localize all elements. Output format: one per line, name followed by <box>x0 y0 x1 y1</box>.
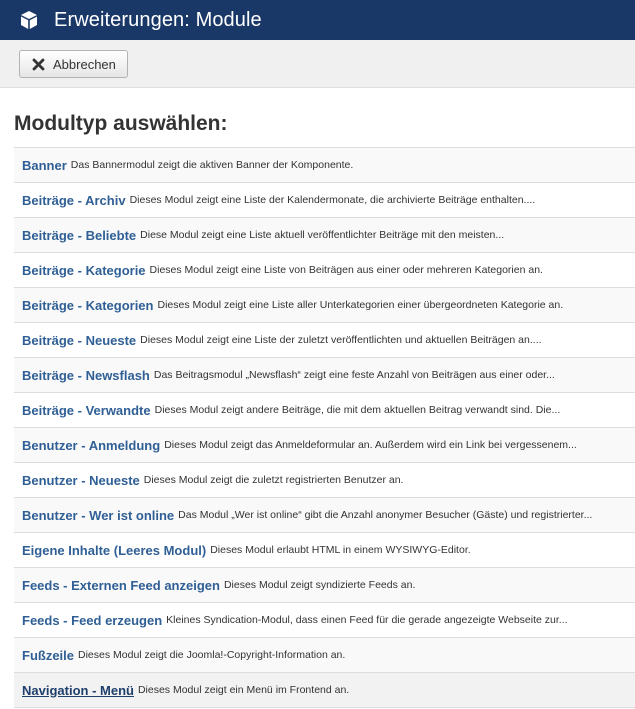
list-item <box>14 498 635 533</box>
page-header <box>0 0 635 40</box>
cancel-button-label: Abbrechen <box>53 56 116 72</box>
cancel-button[interactable] <box>19 50 128 78</box>
cube-icon <box>18 9 40 31</box>
module-link[interactable]: Banner <box>22 157 67 173</box>
module-description: Dieses Modul zeigt syndizierte Feeds an. <box>223 579 416 591</box>
module-link[interactable]: Benutzer - Neueste <box>22 472 140 488</box>
module-description: Das Bannermodul zeigt die aktiven Banner der Komponente. <box>70 159 354 171</box>
module-description: Das Beitragsmodul „Newsflash“ zeigt eine feste Anzahl von Beiträgen aus einer oder... <box>153 369 555 381</box>
list-item <box>14 568 635 603</box>
list-item <box>14 323 635 358</box>
close-icon <box>32 57 46 71</box>
module-link[interactable]: Beiträge - Newsflash <box>22 367 150 383</box>
page-title: Erweiterungen: Module <box>54 8 262 31</box>
module-link[interactable]: Feeds - Feed erzeugen <box>22 612 163 628</box>
list-item <box>14 603 635 638</box>
list-item <box>14 463 635 498</box>
toolbar <box>0 40 635 88</box>
module-link[interactable]: Beiträge - Verwandte <box>22 402 151 418</box>
module-description: Das Modul „Wer ist online“ gibt die Anzahl anonymer Besucher (Gäste) und registrierter... <box>178 509 593 521</box>
list-item <box>14 533 635 568</box>
module-link[interactable]: Beiträge - Kategorie <box>22 262 146 278</box>
module-list <box>14 147 635 708</box>
module-link[interactable]: Feeds - Externen Feed anzeigen <box>22 577 220 593</box>
list-item <box>14 358 635 393</box>
module-link[interactable]: Fußzeile <box>22 647 75 663</box>
module-description: Dieses Modul erlaubt HTML in einem WYSIWYG-Editor. <box>210 544 471 556</box>
list-item <box>14 288 635 323</box>
list-item <box>14 253 635 288</box>
module-description: Dieses Modul zeigt das Anmeldeformular an. Außerdem wird ein Link bei vergessenem... <box>164 439 577 451</box>
list-item <box>14 638 635 673</box>
list-item <box>14 183 635 218</box>
module-link[interactable]: Beiträge - Beliebte <box>22 227 137 243</box>
module-link[interactable]: Navigation - Menü <box>22 682 134 698</box>
section-heading: Modultyp auswählen: <box>14 112 228 135</box>
module-link[interactable]: Beiträge - Neueste <box>22 332 137 348</box>
list-item <box>14 428 635 463</box>
list-item <box>14 393 635 428</box>
module-description: Dieses Modul zeigt eine Liste der zuletzt veröffentlichten und aktuellen Beiträgen an.... <box>140 334 542 346</box>
module-description: Dieses Modul zeigt die zuletzt registrierten Benutzer an. <box>143 474 404 486</box>
module-link[interactable]: Eigene Inhalte (Leeres Modul) <box>22 542 207 558</box>
list-item <box>14 148 635 183</box>
module-description: Dieses Modul zeigt eine Liste der Kalendermonate, die archivierte Beiträge enthalten.... <box>129 194 536 206</box>
module-description: Diese Modul zeigt eine Liste aktuell veröffentlichter Beiträge mit den meisten... <box>140 229 505 241</box>
module-link[interactable]: Beiträge - Kategorien <box>22 297 154 313</box>
module-description: Dieses Modul zeigt die Joomla!-Copyright-Information an. <box>78 649 346 661</box>
list-item <box>14 673 635 708</box>
list-item <box>14 218 635 253</box>
module-link[interactable]: Beiträge - Archiv <box>22 192 126 208</box>
module-description: Dieses Modul zeigt ein Menü im Frontend an. <box>137 684 350 696</box>
module-link[interactable]: Benutzer - Wer ist online <box>22 507 175 523</box>
module-description: Dieses Modul zeigt eine Liste von Beiträgen aus einer oder mehreren Kategorien an. <box>149 264 543 276</box>
module-description: Dieses Modul zeigt andere Beiträge, die mit dem aktuellen Beitrag verwandt sind. Die... <box>154 404 561 416</box>
module-description: Dieses Modul zeigt eine Liste aller Unterkategorien einer übergeordneten Kategorie an. <box>157 299 564 311</box>
module-link[interactable]: Benutzer - Anmeldung <box>22 437 161 453</box>
module-description: Kleines Syndication-Modul, dass einen Feed für die gerade angezeigte Webseite zur... <box>166 614 568 626</box>
